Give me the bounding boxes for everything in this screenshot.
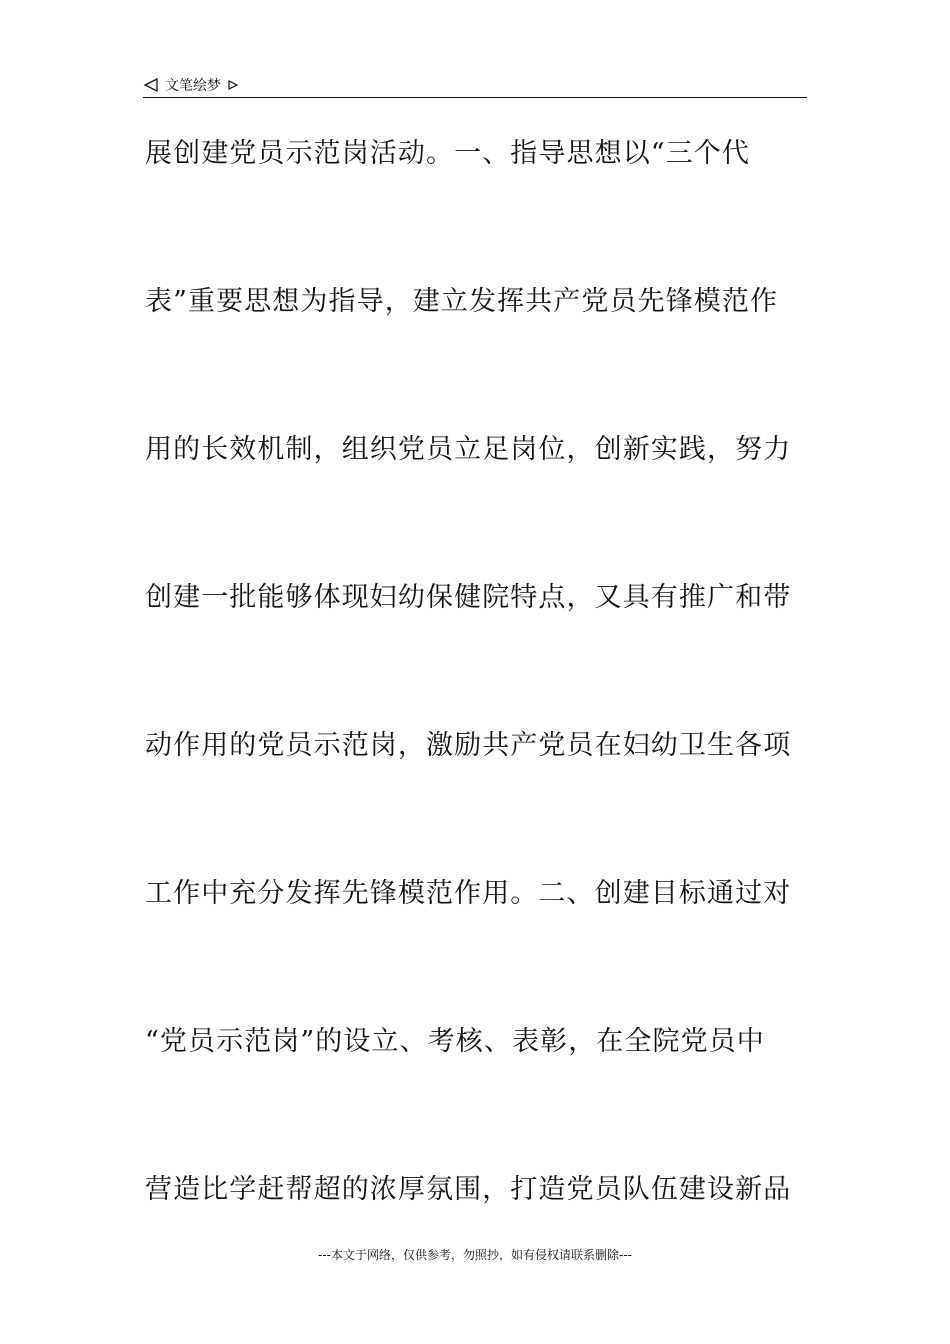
triangle-right-icon	[227, 79, 239, 91]
body-line: 表”重要思想为指导，建立发挥共产党员先锋模范作	[145, 286, 779, 317]
header-title: 文笔绘梦	[165, 78, 221, 94]
document-body	[145, 132, 809, 1316]
body-line: 营造比学赶帮超的浓厚氛围，打造党员队伍建设新品	[145, 1174, 792, 1205]
document-header	[143, 72, 239, 98]
body-line: 用的长效机制，组织党员立足岗位，创新实践，努力	[145, 434, 792, 465]
body-line: 动作用的党员示范岗，激励共产党员在妇幼卫生各项	[145, 730, 792, 761]
footer-disclaimer: ---本文于网络，仅供参考，勿照抄，如有侵权请联系删除---	[318, 1248, 632, 1262]
triangle-left-icon	[143, 77, 159, 93]
body-line: “党员示范岗”的设立、考核、表彰，在全院党员中	[145, 1026, 765, 1057]
body-line: 创建一批能够体现妇幼保健院特点，又具有推广和带	[145, 582, 792, 613]
body-line: 展创建党员示范岗活动。一、指导思想以“三个代	[145, 138, 751, 169]
body-line: 工作中充分发挥先锋模范作用。二、创建目标通过对	[145, 878, 792, 909]
header-rule	[143, 97, 807, 98]
